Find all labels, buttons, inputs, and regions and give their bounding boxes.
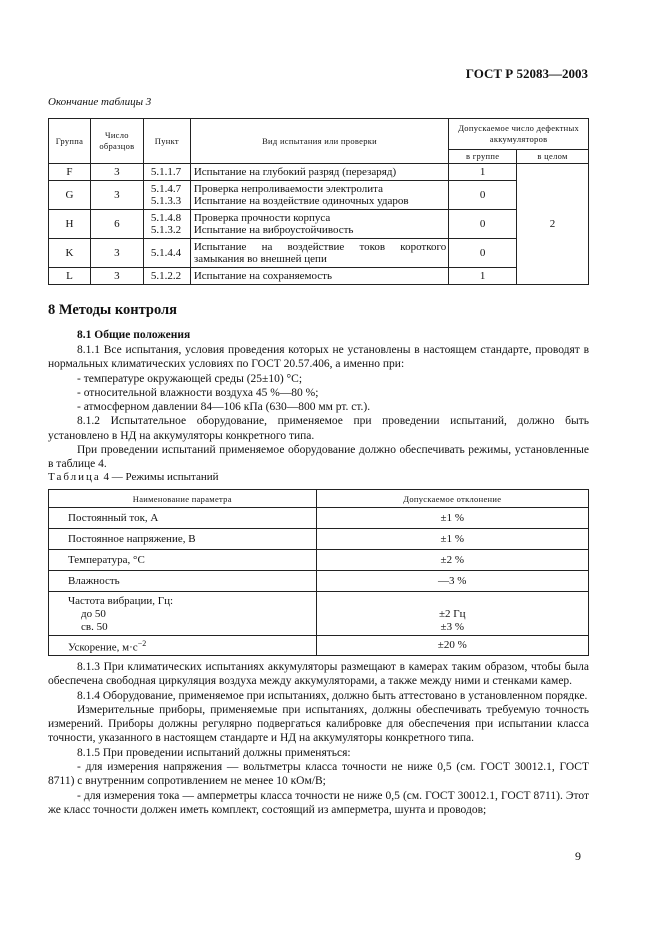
col-allowed: Допускаемое число дефектных аккумуляторов — [449, 119, 589, 150]
table-row: G 3 5.1.4.7 5.1.3.3 Проверка непроливаемости электролита Испытание на воздействие одиночных ударов 0 — [49, 181, 589, 210]
paragraph: 8.1.1 Все испытания, условия проведения которых не установлены в настоящем стандарте, проводят в нормальных климатических условиях по ГОСТ 20.57.406, а именно при: — [48, 344, 589, 371]
col-count: Число образцов — [90, 119, 143, 164]
table-4-caption: Таблица 4 — Режимы испытаний — [48, 471, 219, 483]
col-total: в целом — [517, 150, 589, 164]
table-row: Температура, °С ±2 % — [49, 550, 589, 571]
total-cell: 2 — [517, 164, 589, 285]
col-clause: Пункт — [143, 119, 190, 164]
table-row: K 3 5.1.4.4 Испытание на воздействие токов короткого замыкания во внешней цепи 0 — [49, 239, 589, 268]
col-param: Наименование параметра — [49, 490, 317, 508]
paragraph: При проведении испытаний применяемое оборудование должно обеспечивать режимы, установленные в таблице 4. — [48, 444, 589, 471]
table-row: L 3 5.1.2.2 Испытание на сохраняемость 1 — [49, 268, 589, 285]
table-3 — [48, 118, 589, 285]
table-row: Влажность —3 % — [49, 571, 589, 592]
list-item: - для измерения тока — амперметры класса точности не ниже 0,5 (см. ГОСТ 30012.1, ГОСТ 8711). Этот же класс точности должен иметь комплект, состоящий из амперметра, шунта и проводов; — [48, 789, 589, 816]
col-test: Вид испытания или проверки — [190, 119, 448, 164]
paragraph: 8.1.4 Оборудование, применяемое при испытаниях, должно быть аттестовано в установленном порядке. — [77, 689, 588, 702]
page-number: 9 — [575, 849, 581, 863]
col-in-group: в группе — [449, 150, 517, 164]
section-8-1-text — [48, 343, 589, 472]
table-row: Постоянное напряжение, В ±1 % — [49, 529, 589, 550]
table-continuation-label: Окончание таблицы 3 — [48, 96, 152, 108]
col-group: Группа — [49, 119, 91, 164]
paragraph: Измерительные приборы, применяемые при испытаниях, должны обеспечивать требуемую точность измерений. Приборы должны регулярно подвергаться калибровке для обеспечения при испытании класса точности, указанного в настоящем стандарте и НД на аккумуляторы конкретного типа. — [48, 703, 589, 745]
table-row: Постоянный ток, А ±1 % — [49, 508, 589, 529]
list-item: - относительной влажности воздуха 45 %—80 %; — [77, 386, 319, 399]
section-title: 8 Методы контроля — [48, 302, 178, 318]
section-8-1-continued — [48, 660, 589, 817]
table-row: Ускорение, $м\cdot с^{-2}$ ±20 % — [49, 636, 589, 656]
table-row: F 3 5.1.1.7 Испытание на глубокий разряд (перезаряд) 1 2 — [49, 164, 589, 181]
table-row: Частота вибрации, Гц: до 50 св. 50 ±2 Гц ±3 % — [49, 592, 589, 636]
paragraph: 8.1.5 При проведении испытаний должны применяться: — [77, 746, 351, 759]
subsection-title: 8.1 Общие положения — [77, 329, 191, 341]
paragraph: 8.1.3 При климатических испытаниях аккумуляторы размещают в камерах таким образом, чтобы была обеспечена свободная циркуляция воздуха между аккумуляторами, а также между ними и стенками камер. — [48, 661, 589, 688]
document-header: ГОСТ Р 52083—2003 — [465, 66, 588, 81]
table-row: H 6 5.1.4.8 5.1.3.2 Проверка прочности корпуса Испытание на виброустойчивость 0 — [49, 210, 589, 239]
list-item: - для измерения напряжения — вольтметры класса точности не ниже 0,5 (см. ГОСТ 30012.1, ГОСТ 8711) с внутренним сопротивлением не менее 10 кОм/В; — [48, 761, 589, 788]
table-4 — [48, 489, 589, 656]
paragraph: 8.1.2 Испытательное оборудование, применяемое при проведении испытаний, должно быть установлено в НД на аккумуляторы конкретного типа. — [48, 415, 589, 442]
list-item: - температуре окружающей среды (25±10) °С; — [77, 372, 303, 385]
col-deviation: Допускаемое отклонение — [316, 490, 588, 508]
list-item: - атмосферном давлении 84—106 кПа (630—800 мм рт. ст.). — [77, 401, 371, 414]
